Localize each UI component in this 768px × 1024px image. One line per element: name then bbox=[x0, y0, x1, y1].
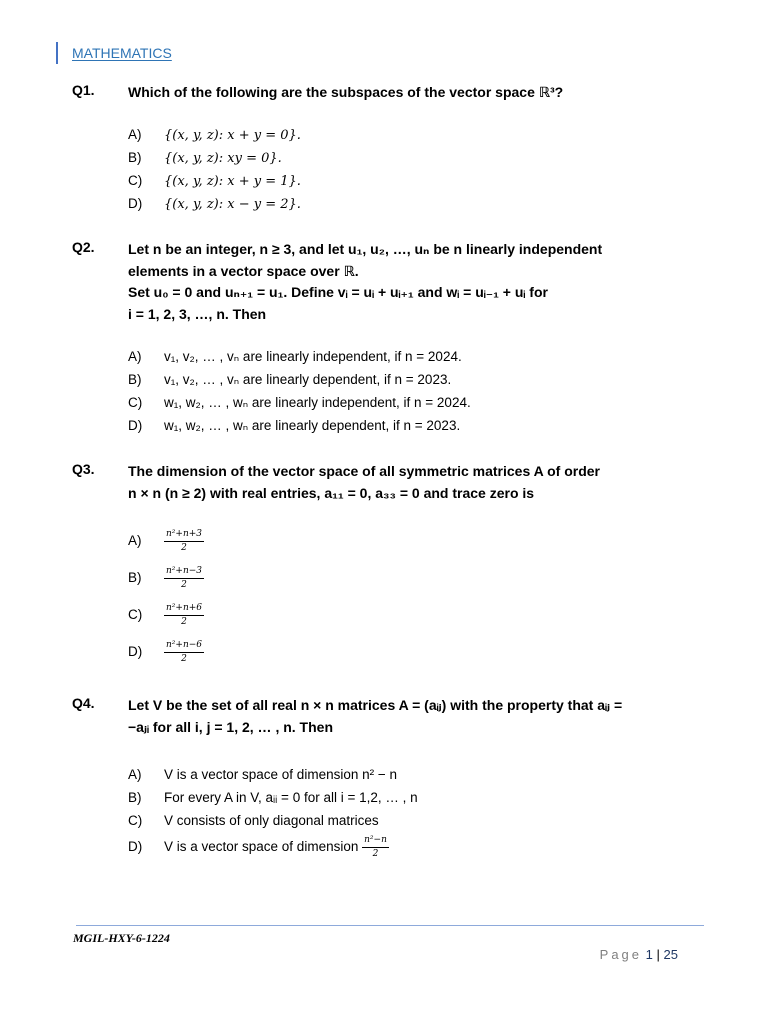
section-header bbox=[56, 42, 172, 64]
footer-code: MGIL-HXY-6-1224 bbox=[73, 931, 170, 945]
option-label: D) bbox=[128, 839, 143, 854]
option-text: v₁, v₂, … , vₙ are linearly independent, if n = 2024. bbox=[164, 349, 462, 364]
option-a bbox=[128, 125, 301, 145]
option-a bbox=[128, 347, 462, 367]
option-text: V is a vector space of dimension bbox=[164, 839, 359, 854]
option-d bbox=[128, 832, 389, 862]
option-label: B) bbox=[128, 372, 142, 387]
option-text: V consists of only diagonal matrices bbox=[164, 813, 379, 828]
question-4 bbox=[72, 695, 696, 738]
page-word: Page bbox=[599, 947, 643, 962]
option-label: D) bbox=[128, 418, 143, 433]
option-text: w₁, w₂, … , wₙ are linearly dependent, if n = 2023. bbox=[164, 418, 461, 433]
question-line: Which of the following are the subspaces of the vector space ℝ³? bbox=[128, 84, 564, 100]
option-text: For every A in V, aᵢᵢ = 0 for all i = 1,2, … , n bbox=[164, 790, 418, 805]
option-label: A) bbox=[128, 767, 142, 782]
option-label: B) bbox=[128, 150, 142, 165]
option-label: C) bbox=[128, 173, 143, 188]
option-text: {(x, y, z): x − y = 2}. bbox=[164, 197, 301, 212]
fraction bbox=[164, 566, 204, 591]
question-1 bbox=[72, 82, 696, 104]
question-number: Q3. bbox=[72, 461, 95, 477]
question-line: elements in a vector space over ℝ. bbox=[128, 262, 359, 279]
option-c bbox=[128, 171, 301, 191]
section-bar bbox=[56, 42, 58, 64]
fraction-numerator: n²−n bbox=[362, 835, 389, 848]
option-b bbox=[128, 148, 282, 168]
option-label: A) bbox=[128, 533, 142, 548]
fraction-denominator: 2 bbox=[181, 579, 187, 590]
question-line: −aⱼᵢ for all i, j = 1, 2, … , n. Then bbox=[128, 718, 333, 735]
option-text: w₁, w₂, … , wₙ are linearly independent, if n = 2024. bbox=[164, 395, 471, 410]
question-line: Let n be an integer, n ≥ 3, and let u₁, u₂, …, uₙ be n linearly independent bbox=[128, 241, 603, 257]
footer-divider bbox=[76, 925, 704, 926]
fraction-numerator: n²+n−3 bbox=[164, 566, 204, 579]
fraction-denominator: 2 bbox=[181, 616, 187, 627]
question-text bbox=[128, 461, 696, 504]
fraction bbox=[362, 835, 389, 860]
option-text: {(x, y, z): x + y = 1}. bbox=[164, 174, 301, 189]
section-title: MATHEMATICS bbox=[72, 45, 172, 61]
fraction-numerator: n²+n−6 bbox=[164, 640, 204, 653]
option-text: {(x, y, z): xy = 0}. bbox=[164, 151, 282, 166]
fraction-numerator: n²+n+6 bbox=[164, 603, 204, 616]
page-total: 25 bbox=[663, 947, 678, 962]
option-text: V is a vector space of dimension n² − n bbox=[164, 767, 397, 782]
option-label: B) bbox=[128, 570, 142, 585]
option-text: {(x, y, z): x + y = 0}. bbox=[164, 128, 301, 143]
option-c bbox=[128, 393, 471, 413]
question-text bbox=[128, 239, 696, 325]
option-c bbox=[128, 811, 379, 831]
question-number: Q4. bbox=[72, 695, 95, 711]
option-a bbox=[128, 526, 204, 556]
fraction bbox=[164, 603, 204, 628]
fraction-numerator: n²+n+3 bbox=[164, 529, 204, 542]
page-number bbox=[600, 947, 678, 962]
option-label: A) bbox=[128, 127, 142, 142]
question-2 bbox=[72, 239, 696, 325]
fraction-denominator: 2 bbox=[181, 653, 187, 664]
option-d bbox=[128, 416, 460, 436]
option-b bbox=[128, 788, 418, 808]
option-label: D) bbox=[128, 644, 143, 659]
option-label: C) bbox=[128, 813, 143, 828]
question-text bbox=[128, 695, 696, 738]
option-d bbox=[128, 194, 301, 214]
question-line: Set u₀ = 0 and uₙ₊₁ = u₁. Define vᵢ = uᵢ + uᵢ₊₁ and wᵢ = uᵢ₋₁ + uᵢ for bbox=[128, 284, 548, 300]
fraction-denominator: 2 bbox=[372, 848, 379, 859]
question-line: n × n (n ≥ 2) with real entries, a₁₁ = 0, a₃₃ = 0 and trace zero is bbox=[128, 484, 535, 501]
question-text bbox=[128, 82, 696, 104]
option-label: B) bbox=[128, 790, 142, 805]
question-line: The dimension of the vector space of all symmetric matrices A of order bbox=[128, 463, 600, 479]
question-number: Q2. bbox=[72, 239, 95, 255]
option-label: A) bbox=[128, 349, 142, 364]
fraction-denominator: 2 bbox=[181, 542, 187, 553]
page-current: 1 bbox=[645, 947, 653, 962]
fraction bbox=[164, 640, 204, 665]
question-line: Let V be the set of all real n × n matrices A = (aᵢⱼ) with the property that aᵢⱼ = bbox=[128, 697, 623, 713]
option-c bbox=[128, 600, 204, 630]
option-b bbox=[128, 563, 204, 593]
option-label: D) bbox=[128, 196, 143, 211]
option-b bbox=[128, 370, 451, 390]
page-separator: | bbox=[656, 947, 660, 962]
option-label: C) bbox=[128, 395, 143, 410]
question-3 bbox=[72, 461, 696, 504]
option-text: v₁, v₂, … , vₙ are linearly dependent, if n = 2023. bbox=[164, 372, 452, 387]
option-a bbox=[128, 765, 397, 785]
option-d bbox=[128, 637, 204, 667]
question-line: i = 1, 2, 3, …, n. Then bbox=[128, 305, 267, 322]
option-label: C) bbox=[128, 607, 143, 622]
question-number: Q1. bbox=[72, 82, 95, 98]
fraction bbox=[164, 529, 204, 554]
